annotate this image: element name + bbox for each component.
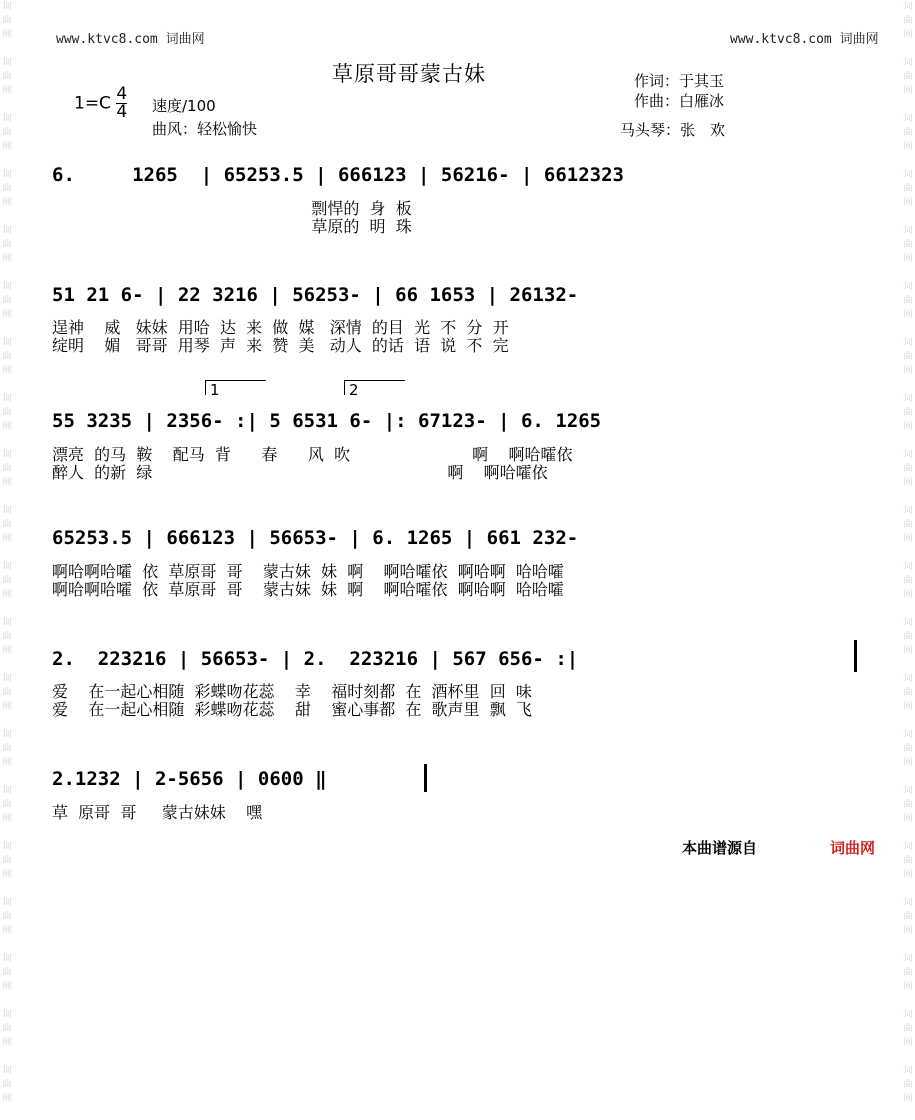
side-watermark-char: 网 [903,86,913,96]
footer-brand-link[interactable]: 词曲网 [830,839,876,857]
side-watermark-char: 网 [2,198,12,208]
side-watermark-char: 词 [2,226,12,236]
side-watermark-gap [901,882,915,896]
side-watermark-gap [901,658,915,672]
side-watermark-char: 网 [2,86,12,96]
side-watermark-gap [0,658,14,672]
notation-line-4: 65253.5 | 666123 | 56653- | 6. 1265 | 661 232- [52,527,579,549]
side-watermark-char: 词 [903,450,913,460]
side-watermark-char: 曲 [903,632,913,642]
side-watermark-gap [0,994,14,1008]
side-watermark-char: 曲 [2,16,12,26]
side-watermark-gap [901,490,915,504]
side-watermark-char: 网 [2,254,12,264]
side-watermark-gap [0,546,14,560]
side-watermark-gap [0,490,14,504]
side-watermark-char: 网 [903,758,913,768]
side-watermark-char: 网 [903,310,913,320]
side-watermark-char: 曲 [2,968,12,978]
side-watermark-char: 词 [2,114,12,124]
lyrics-line-1a: 剽悍的 身 板 [52,199,412,218]
side-watermark-char: 词 [2,170,12,180]
lyrics-line-1b: 草原的 明 珠 [52,217,412,236]
side-watermark-gap [0,98,14,112]
side-watermark-char: 词 [2,282,12,292]
side-watermark-gap [901,98,915,112]
side-watermark-char: 网 [2,478,12,488]
repeat-end-barline [854,640,857,672]
song-title: 草原哥哥蒙古妹 [332,62,486,86]
side-watermark-gap [0,322,14,336]
side-watermark-char: 曲 [2,296,12,306]
side-watermark-char: 曲 [2,520,12,530]
side-watermark-char: 网 [2,366,12,376]
side-watermark-char: 曲 [903,1080,913,1090]
side-watermark-char: 网 [2,814,12,824]
side-watermark-char: 曲 [903,240,913,250]
side-watermark-char: 网 [2,646,12,656]
side-watermark-char: 网 [2,310,12,320]
side-watermark-char: 词 [2,618,12,628]
side-watermark-char: 网 [903,254,913,264]
side-watermark-gap [901,1106,915,1120]
side-watermark-char: 词 [903,898,913,908]
side-watermark-gap [0,882,14,896]
music-style: 曲风：轻松愉快 [152,120,258,138]
side-watermark-char: 曲 [2,576,12,586]
side-watermark-char: 网 [903,926,913,936]
side-watermark-char: 网 [2,982,12,992]
side-watermark-gap [0,434,14,448]
lyricist: 作词：于其玉 [634,72,725,90]
side-watermark-char: 词 [2,1066,12,1076]
side-watermark-char: 网 [2,30,12,40]
side-watermark-gap [901,994,915,1008]
side-watermark-char: 曲 [903,968,913,978]
side-watermark-gap [0,1106,14,1120]
matouqin-player: 马头琴：张 欢 [620,121,726,139]
side-watermark-char: 词 [2,730,12,740]
side-watermark-char: 曲 [903,352,913,362]
lyrics-line-6a: 草 原哥 哥 蒙古妹妹 嘿 [52,803,263,822]
side-watermark-char: 词 [2,786,12,796]
volta-2-label: 2 [349,381,359,399]
side-watermark-char: 网 [903,422,913,432]
side-watermark-char: 网 [903,478,913,488]
side-watermark-gap [0,210,14,224]
side-watermark-char: 曲 [903,72,913,82]
side-watermark-char: 网 [2,926,12,936]
side-watermark-char: 曲 [903,520,913,530]
side-watermark-char: 曲 [2,744,12,754]
side-watermark-gap [0,602,14,616]
side-watermark-gap [901,154,915,168]
key-label: 1=C [74,93,111,114]
side-watermark-char: 网 [2,702,12,712]
side-watermark-char: 曲 [903,856,913,866]
side-watermark-char: 网 [903,1038,913,1048]
side-watermark-char: 词 [903,338,913,348]
time-denominator: 4 [116,102,128,122]
side-watermark-char: 曲 [903,912,913,922]
side-watermark-gap [0,154,14,168]
side-watermark-char: 词 [2,506,12,516]
right-watermark-strip [901,0,915,1104]
watermark-left: www.ktvc8.com 词曲网 [56,32,205,47]
side-watermark-char: 网 [2,1094,12,1104]
time-signature [116,86,127,121]
notation-line-5: 2. 223216 | 56653- | 2. 223216 | 567 656- :| [52,648,579,670]
side-watermark-char: 词 [903,730,913,740]
volta-1 [205,380,266,399]
side-watermark-char: 曲 [903,408,913,418]
side-watermark-char: 网 [903,702,913,712]
side-watermark-char: 曲 [2,240,12,250]
side-watermark-char: 词 [903,506,913,516]
side-watermark-char: 词 [903,1010,913,1020]
side-watermark-char: 曲 [2,408,12,418]
notation-line-3: 55 3235 | 2356- :| 5 6531 6- |: 67123- | 6. 1265 [52,410,602,432]
side-watermark-char: 曲 [903,744,913,754]
lyrics-line-5b: 爱 在一起心相随 彩蝶吻花蕊 甜 蜜心事都 在 歌声里 飘 飞 [52,700,532,719]
side-watermark-char: 曲 [2,800,12,810]
side-watermark-char: 网 [903,646,913,656]
side-watermark-char: 词 [2,2,12,12]
lyrics-line-5a: 爱 在一起心相随 彩蝶吻花蕊 幸 福时刻都 在 酒杯里 回 味 [52,682,532,701]
side-watermark-gap [901,1050,915,1064]
side-watermark-char: 曲 [903,800,913,810]
side-watermark-char: 词 [2,674,12,684]
side-watermark-char: 曲 [2,72,12,82]
side-watermark-char: 词 [2,954,12,964]
side-watermark-char: 网 [903,30,913,40]
side-watermark-char: 曲 [903,576,913,586]
side-watermark-char: 网 [2,534,12,544]
side-watermark-char: 曲 [903,16,913,26]
side-watermark-char: 词 [903,2,913,12]
side-watermark-char: 词 [2,450,12,460]
side-watermark-char: 曲 [2,352,12,362]
side-watermark-char: 网 [2,422,12,432]
side-watermark-char: 曲 [2,464,12,474]
side-watermark-char: 词 [2,1010,12,1020]
side-watermark-gap [901,938,915,952]
lyrics-line-4a: 啊哈啊哈嚯 依 草原哥 哥 蒙古妹 妹 啊 啊哈嚯依 啊哈啊 哈哈嚯 [52,562,564,581]
volta-2 [344,380,405,399]
side-watermark-gap [0,770,14,784]
side-watermark-gap [901,826,915,840]
side-watermark-char: 曲 [903,464,913,474]
side-watermark-char: 曲 [903,688,913,698]
side-watermark-char: 词 [903,114,913,124]
side-watermark-char: 网 [903,982,913,992]
side-watermark-char: 词 [903,282,913,292]
side-watermark-gap [0,938,14,952]
side-watermark-char: 词 [903,786,913,796]
side-watermark-gap [901,714,915,728]
lyrics-line-4b: 啊哈啊哈嚯 依 草原哥 哥 蒙古妹 妹 啊 啊哈嚯依 啊哈啊 哈哈嚯 [52,580,564,599]
side-watermark-char: 词 [2,898,12,908]
side-watermark-char: 曲 [903,128,913,138]
side-watermark-char: 词 [2,338,12,348]
side-watermark-char: 曲 [2,184,12,194]
side-watermark-char: 曲 [2,1024,12,1034]
side-watermark-char: 网 [2,142,12,152]
side-watermark-char: 曲 [903,1024,913,1034]
side-watermark-gap [901,266,915,280]
final-barline [424,764,427,792]
side-watermark-char: 曲 [2,1080,12,1090]
side-watermark-char: 网 [903,142,913,152]
left-watermark-strip [0,0,14,1104]
volta-1-label: 1 [210,381,220,399]
lyrics-line-2b: 绽明 媚 哥哥 用琴 声 来 赞 美 动人 的话 语 说 不 完 [52,336,509,355]
side-watermark-gap [0,826,14,840]
side-watermark-char: 曲 [2,632,12,642]
side-watermark-char: 网 [2,870,12,880]
side-watermark-char: 曲 [2,912,12,922]
side-watermark-char: 词 [903,58,913,68]
side-watermark-gap [901,434,915,448]
side-watermark-gap [901,378,915,392]
side-watermark-char: 网 [903,814,913,824]
side-watermark-char: 网 [903,590,913,600]
side-watermark-char: 词 [903,618,913,628]
side-watermark-char: 词 [903,842,913,852]
side-watermark-char: 网 [903,870,913,880]
side-watermark-gap [901,322,915,336]
key-signature [74,86,127,121]
side-watermark-gap [0,1050,14,1064]
footer-source: 本曲谱源自 [682,839,758,857]
side-watermark-char: 网 [903,366,913,376]
side-watermark-char: 网 [903,198,913,208]
side-watermark-char: 网 [903,534,913,544]
side-watermark-char: 词 [903,674,913,684]
tempo: 速度/100 [152,97,216,115]
side-watermark-gap [0,714,14,728]
side-watermark-gap [901,770,915,784]
side-watermark-gap [0,266,14,280]
side-watermark-char: 词 [903,394,913,404]
composer: 作曲：白雁冰 [634,92,725,110]
side-watermark-char: 词 [903,226,913,236]
side-watermark-char: 网 [2,590,12,600]
side-watermark-char: 网 [2,758,12,768]
side-watermark-char: 词 [2,842,12,852]
side-watermark-char: 网 [2,1038,12,1048]
side-watermark-char: 曲 [903,184,913,194]
notation-line-2: 51 21 6- | 22 3216 | 56253- | 66 1653 | 26132- [52,284,579,306]
side-watermark-char: 词 [2,58,12,68]
lyrics-line-2a: 逞神 威 妹妹 用哈 达 来 做 媒 深情 的目 光 不 分 开 [52,318,509,337]
side-watermark-char: 词 [903,1066,913,1076]
lyrics-line-3b: 醉人 的新 绿 啊 啊哈嚯依 [52,463,548,482]
side-watermark-char: 曲 [2,128,12,138]
side-watermark-gap [0,42,14,56]
side-watermark-gap [901,602,915,616]
side-watermark-gap [901,210,915,224]
side-watermark-char: 曲 [2,688,12,698]
side-watermark-char: 曲 [2,856,12,866]
side-watermark-char: 词 [2,394,12,404]
lyrics-line-3a: 漂亮 的马 鞍 配马 背 春 风 吹 啊 啊哈嚯依 [52,445,573,464]
side-watermark-char: 网 [903,1094,913,1104]
side-watermark-gap [0,378,14,392]
watermark-right: www.ktvc8.com 词曲网 [730,32,879,47]
side-watermark-char: 词 [903,170,913,180]
side-watermark-char: 词 [903,954,913,964]
side-watermark-gap [901,42,915,56]
notation-line-1: 6. 1265 | 65253.5 | 666123 | 56216- | 6612323 [52,164,624,186]
notation-line-6: 2.1232 | 2-5656 | 0600 ‖ [52,768,327,790]
side-watermark-char: 词 [2,562,12,572]
time-numerator: 4 [116,84,128,104]
side-watermark-char: 曲 [903,296,913,306]
side-watermark-gap [901,546,915,560]
side-watermark-char: 词 [903,562,913,572]
